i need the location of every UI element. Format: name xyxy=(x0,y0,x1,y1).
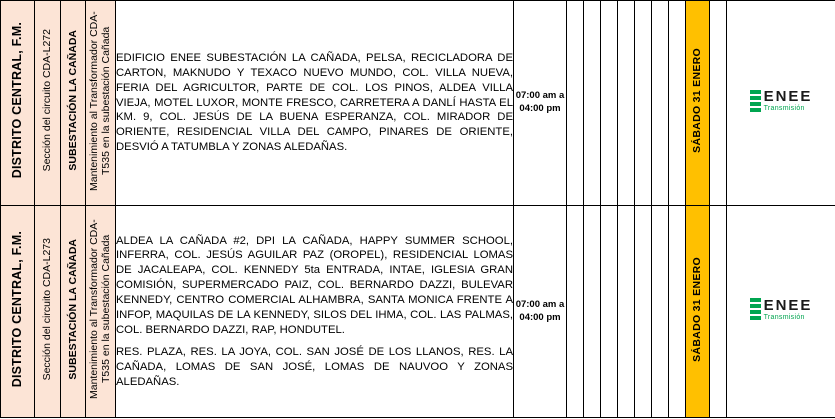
enee-logo-name: ENEE xyxy=(764,298,813,313)
substation-cell xyxy=(61,206,86,418)
enee-logo-subtitle: Transmisión xyxy=(764,105,813,113)
blank-cell xyxy=(567,206,584,418)
hours-cell xyxy=(514,206,567,418)
blank-cell xyxy=(601,206,618,418)
blank-cell xyxy=(618,206,635,418)
date-cell xyxy=(686,1,710,206)
enee-logo xyxy=(750,298,813,322)
work-label: Mantenimiento al Transformador CDA-T535 en la subestación Cañada xyxy=(88,1,112,201)
district-cell xyxy=(1,1,35,206)
blank-cell xyxy=(584,1,601,206)
substation-label: SUBESTACIÓN LA CAÑADA xyxy=(67,30,79,171)
section-label: Sección del circuito CDA-L272 xyxy=(41,29,53,171)
enee-logo-words xyxy=(764,298,813,322)
logo-cell xyxy=(727,1,835,206)
description-paragraph: EDIFICIO ENEE SUBESTACIÓN LA CAÑADA, PELSA, RECICLADORA DE CARTON, MAKNUDO Y TEXACO NUEVO MUNDO, COL. VILLA NUEVA, FERIA DEL AGRICULTOR, PARTE DE COL. LOS PINOS, ALDEA VILLA VIEJA, MOTEL LUXOR, MONTE FRESCO, CARRETERA A DANLÍ HASTA EL KM. 9, COL. JESÚS DE LA BUENA ESPERANZA, COL. MIRADOR DE ORIENTE, RESIDENCIAL VILLA DEL CAMPO, PINARES DE ORIENTE, DESVIÓ A TATUMBLA Y ZONAS ALEDAÑAS. xyxy=(116,51,513,155)
hours-cell xyxy=(514,1,567,206)
substation-label: SUBESTACIÓN LA CAÑADA xyxy=(67,239,79,380)
district-label: DISTRITO CENTRAL, F.M. xyxy=(10,231,24,387)
blank-cell xyxy=(567,1,584,206)
date-label: SÁBADO 31 ENERO xyxy=(691,48,703,153)
table-row xyxy=(1,206,835,418)
enee-logo-words xyxy=(764,89,813,113)
enee-logo xyxy=(750,89,813,113)
district-label: DISTRITO CENTRAL, F.M. xyxy=(10,22,24,178)
blank-cell xyxy=(635,206,652,418)
blank-cell xyxy=(669,206,686,418)
date-cell xyxy=(686,206,710,418)
description-paragraph: ALDEA LA CAÑADA #2, DPI LA CAÑADA, HAPPY SUMMER SCHOOL, INFERRA, COL. JESÚS AGUILAR PAZ (OROPEL), RESIDENCIAL LOMAS DE JACALEAPA, COL. KENNEDY 5ta ENTRADA, INTAE, IGLESIA GRAN COMISIÓN, SUPERMERCADO PAIZ, COL. BERNARDO DAZZI, BULEVAR KENNEDY, CENTRO COMERCIAL ALHAMBRA, SANTA MONICA FRENTE A INFOP, MAQUILAS DE LA KENNEDY, SILOS DEL IHMA, COL. LAS PALMAS, COL. BERNARDO DAZZI, RAP, HONDUTEL. xyxy=(116,234,513,338)
district-cell xyxy=(1,206,35,418)
section-cell xyxy=(35,206,61,418)
blank-cell xyxy=(710,206,727,418)
blank-cell xyxy=(601,1,618,206)
blank-cell xyxy=(635,1,652,206)
work-cell xyxy=(86,1,116,206)
date-label: SÁBADO 31 ENERO xyxy=(691,257,703,362)
enee-logo-subtitle: Transmisión xyxy=(764,314,813,322)
blank-cell xyxy=(669,1,686,206)
blank-cell xyxy=(618,1,635,206)
hours-label: 07:00 am a 04:00 pm xyxy=(516,299,565,323)
enee-bars-icon xyxy=(750,298,761,320)
blank-cell xyxy=(652,1,669,206)
hours-label: 07:00 am a 04:00 pm xyxy=(516,90,565,114)
substation-cell xyxy=(61,1,86,206)
description-cell xyxy=(116,206,514,418)
logo-cell xyxy=(727,206,835,418)
work-label: Mantenimiento al Transformador CDA-T535 en la subestación Cañada xyxy=(88,209,112,409)
blank-cell xyxy=(652,206,669,418)
enee-logo-name: ENEE xyxy=(764,89,813,104)
blank-cell xyxy=(710,1,727,206)
section-cell xyxy=(35,1,61,206)
work-cell xyxy=(86,206,116,418)
blank-cell xyxy=(584,206,601,418)
description-cell xyxy=(116,1,514,206)
description-paragraph: RES. PLAZA, RES. LA JOYA, COL. SAN JOSÉ DE LOS LLANOS, RES. LA CAÑADA, LOMAS DE SAN JOSÉ, LOMAS DE NAUVOO Y ZONAS ALEDAÑAS. xyxy=(116,345,513,390)
section-label: Sección del circuito CDA-L273 xyxy=(41,238,53,380)
enee-bars-icon xyxy=(750,90,761,112)
table-row xyxy=(1,1,835,206)
